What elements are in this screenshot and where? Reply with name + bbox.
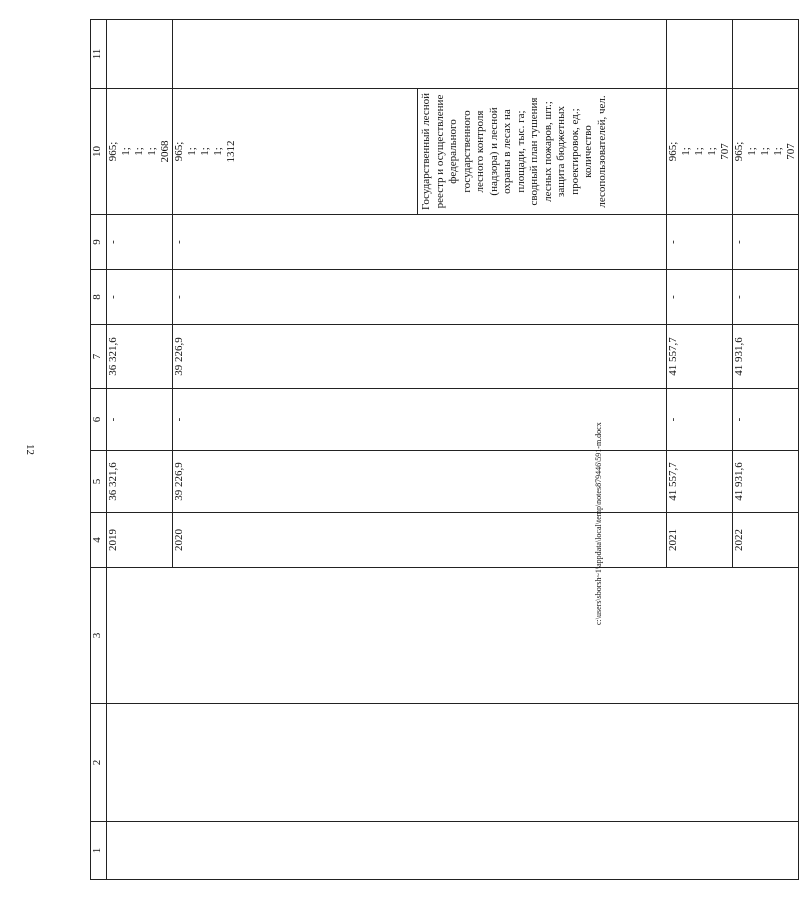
value-cell [418,325,667,389]
indicator-value: 1; [680,147,692,156]
header-cell: 8 [91,270,107,325]
year-cell: 2019 [107,513,173,568]
year-cell [418,513,667,568]
indicator-value: 1; [212,147,224,156]
indicator-value: 1; [693,147,705,156]
merged-cell-col2 [107,704,799,822]
note-cell [107,20,173,89]
value-cell: 41 557,7 [667,451,733,513]
value-cell: 39 226,9 [173,325,418,389]
value-cell [418,389,667,451]
document-table-container [90,20,799,880]
year-cell: 2020 [173,513,418,568]
indicator-cell [733,89,799,215]
indicator-value: 965; [667,141,679,162]
value-cell: 41 931,6 [733,451,799,513]
year-cell: 2021 [667,513,733,568]
indicator-value: 1; [706,147,718,156]
value-cell: - [667,270,733,325]
indicator-description: Государственный лесной реестр и осуществление федерального государственного лесного контроля (надзора) и лесной охраны в лесах на площади, тыс. га; сводный план тушения лесных пожаров, шт.; защита бюджетных проектировок, ед.; количество лесопользователей, чел. [418,89,667,215]
indicator-value: 1312 [225,140,237,163]
value-cell: 36 321,6 [107,325,173,389]
value-cell [418,215,667,270]
indicator-value: 1; [146,147,158,156]
value-cell: 39 226,9 [173,451,418,513]
document-table [90,19,799,880]
value-cell [418,451,667,513]
value-cell [418,270,667,325]
value-cell: - [733,389,799,451]
header-cell: 4 [91,513,107,568]
indicator-value: 1; [746,147,758,156]
indicator-cell [667,89,733,215]
indicator-value: 1; [186,147,198,156]
value-cell: - [173,389,418,451]
value-cell: - [733,215,799,270]
note-cell [173,20,418,89]
indicator-value: 2068 [159,140,171,163]
indicator-value: 1; [772,147,784,156]
value-cell: - [667,389,733,451]
header-cell: 5 [91,451,107,513]
value-cell: 36 321,6 [107,451,173,513]
header-cell: 7 [91,325,107,389]
header-cell: 10 [91,89,107,215]
header-cell: 3 [91,568,107,704]
value-cell: 41 557,7 [667,325,733,389]
indicator-value: 965; [107,141,119,162]
table-row [107,20,173,880]
value-cell: - [107,389,173,451]
indicator-value: 1; [199,147,211,156]
indicator-value: 707 [719,143,731,160]
page-number: 12 [24,444,36,455]
file-path-footer: c:\users\sborsh~1\appdata\local\temp\notes879446\591-m.docx [594,422,603,625]
value-cell: - [107,270,173,325]
indicator-value: 1; [120,147,132,156]
header-cell: 1 [91,822,107,880]
value-cell: - [173,270,418,325]
header-cell: 11 [91,20,107,89]
merged-cell-col1 [107,822,799,880]
note-cell [418,20,667,89]
value-cell: - [667,215,733,270]
header-cell: 6 [91,389,107,451]
indicator-value: 965; [733,141,745,162]
value-cell: - [107,215,173,270]
indicator-value: 707 [785,143,797,160]
merged-cell-col3 [107,568,799,704]
value-cell: - [733,270,799,325]
indicator-value: 965; [173,141,185,162]
note-cell [667,20,733,89]
indicator-value: 1; [759,147,771,156]
header-cell: 9 [91,215,107,270]
value-cell: 41 931,6 [733,325,799,389]
table-header-row [91,20,107,880]
indicator-cell [107,89,173,215]
indicator-value: 1; [133,147,145,156]
note-cell [733,20,799,89]
indicator-cell [173,89,418,215]
year-cell: 2022 [733,513,799,568]
header-cell: 2 [91,704,107,822]
value-cell: - [173,215,418,270]
